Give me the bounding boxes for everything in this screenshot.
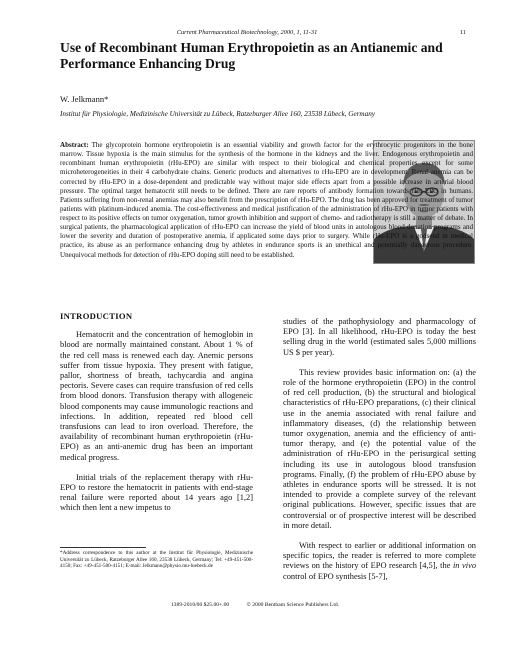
- page-number: 11: [459, 29, 466, 36]
- intro-paragraph-3: studies of the pathophysiology and pharmacology of EPO [3]. In all likelihood, rHu-EPO is today the best selling drug in the world (estimated sales 5,000 millions US $ per year).: [283, 317, 476, 357]
- running-header: [48, 29, 466, 39]
- author-name: W. Jelkmann*: [60, 94, 109, 104]
- journal-citation: Current Pharmaceutical Biotechnology, 2000, 1, 11-31: [176, 29, 318, 36]
- issn-price: 1389-2010/00 $25.00+.00: [170, 602, 230, 608]
- section-heading-introduction: INTRODUCTION: [60, 311, 133, 321]
- abstract: [60, 141, 473, 260]
- abstract-text: The glycoprotein hormone erythropoietin is an essential viability and growth factor for the erythrocytic progenitors in the bone marrow. Tissue hypoxia is the main stimulus for the synthesis of the hormone in the kidneys and the liver. Endogenous erythropoietin and recombinant human erythropoietin (rHu-EPO) are similar with respect to their biological and chemical properties except for some microheterogeneities in their 4 carbohydrate chains. Generic products and alternatives to rHu-EPO are in development. Renal anemia can be corrected by rHu-EPO in a dose-dependent and predictable way without major side effects apart from a possible increase in arterial blood pressure. The optimal target hematocrit still needs to be defined. There are rare reports of antibody formation towards rHu-EPO in humans. Patients suffering from non-renal anemias may also benefit from the prescription of rHu-EPO. The drug has been approved for treatment of tumor patients with platinum-induced anemia. The cost-effectiveness and medical justification of the administration of rHu-EPO in tumor patients with respect to its positive effects on tumor oxygenation, tumor growth inhibition and support of chemo- and radiotherapy is still a matter of debate. In surgical patients, the pharmacological application of rHu-EPO can increase the yield of blood units in autologous blood donation programs and lower the severity and duration of postoperative anemia, if applicated some days prior to surgery. While rHu-EPO is a godsend in medical practice, its abuse as an performance enhancing drug by athletes in endurance sports is an unethical and potentially dangerous procedure. Unequivocal methods for detection of rHu-EPO doping still need to be established.: [60, 141, 473, 259]
- page-footer: [0, 602, 510, 608]
- footnote-divider: [60, 547, 146, 548]
- intro-paragraph-4: This review provides basic information on: (a) the role of the hormone erythropoietin (EPO) in the control of red cell production, (b) the structural and biological characteristics of rHu-EPO preparations, (c) their clinical use in the anemia associated with renal failure and inflammatory diseases, (d) the relationship between tumor oxygenation, anemia and the efficiency of anti-tumor therapy, and (e) the potential value of the administration of rHu-EPO in the perisurgical setting including its use in autologous blood transfusion programs. Finally, (f) the problem of rHu-EPO abuse by athletes in endurance sports will be stressed. It is not intended to provide a complete survey of the relevant original publications. However, specific issues that are controversial or of prospective interest will be described in more detail.: [283, 367, 476, 530]
- abstract-label: Abstract:: [60, 141, 89, 149]
- intro-paragraph-2: Initial trials of the replacement therapy with rHu-EPO to restore the hematocrit in patients with end-stage renal failure were reported about 14 years ago [1,2] which then lent a new impetus to: [60, 472, 253, 513]
- p5-end-text: control of EPO synthesis [5-7],: [283, 571, 388, 581]
- p5-start-text: With respect to earlier or additional information on specific topics, the reader is referred to more complete reviews on the history of EPO research [4,5], the: [283, 541, 476, 571]
- intro-paragraph-1: Hematocrit and the concentration of hemoglobin in blood are normally maintained constant. About 1 % of the red cell mass is renewed each day. Anemic persons suffer from tissue hypoxia. They present with fatigue, pallor, shortness of breath, tachycardia and angina pectoris. Severe cases can require transfusion of red cells from blood donors. Transfusion therapy with allogeneic blood components may cause immunologic reactions and infections. In addition, repeated red blood cell transfusions can lead to iron overload. Therefore, the availability of recombinant human erythropoietin (rHu-EPO) as an anti-anemic drug has been an important medical progress.: [60, 330, 253, 462]
- author-affiliation: Institut für Physiologie, Medizinische Universität zu Lübeck, Ratzeburger Allee 160, 23538 Lübeck, Germany: [60, 110, 375, 118]
- left-column: [60, 311, 253, 524]
- correspondence-footnote: *Address correspondence to this author at the Institut für Physiologie, Medizinische Universität zu Lübeck, Ratzeburger Allee 160, 23538 Lübeck, Germany; Tel: +49-451-500-4150; Fax: +49-451-500-4151; E-mail: Jelkmann@physio.mu-luebeck.de: [60, 550, 253, 570]
- p5-italic-text: in vivo: [452, 561, 477, 571]
- article-title: Use of Recombinant Human Erythropoietin as an Antianemic and Performance Enhancing Drug: [60, 40, 443, 71]
- copyright-notice: © 2000 Bentham Science Publishers Ltd.: [246, 602, 340, 608]
- intro-paragraph-5: [283, 541, 476, 582]
- right-column: [283, 317, 476, 592]
